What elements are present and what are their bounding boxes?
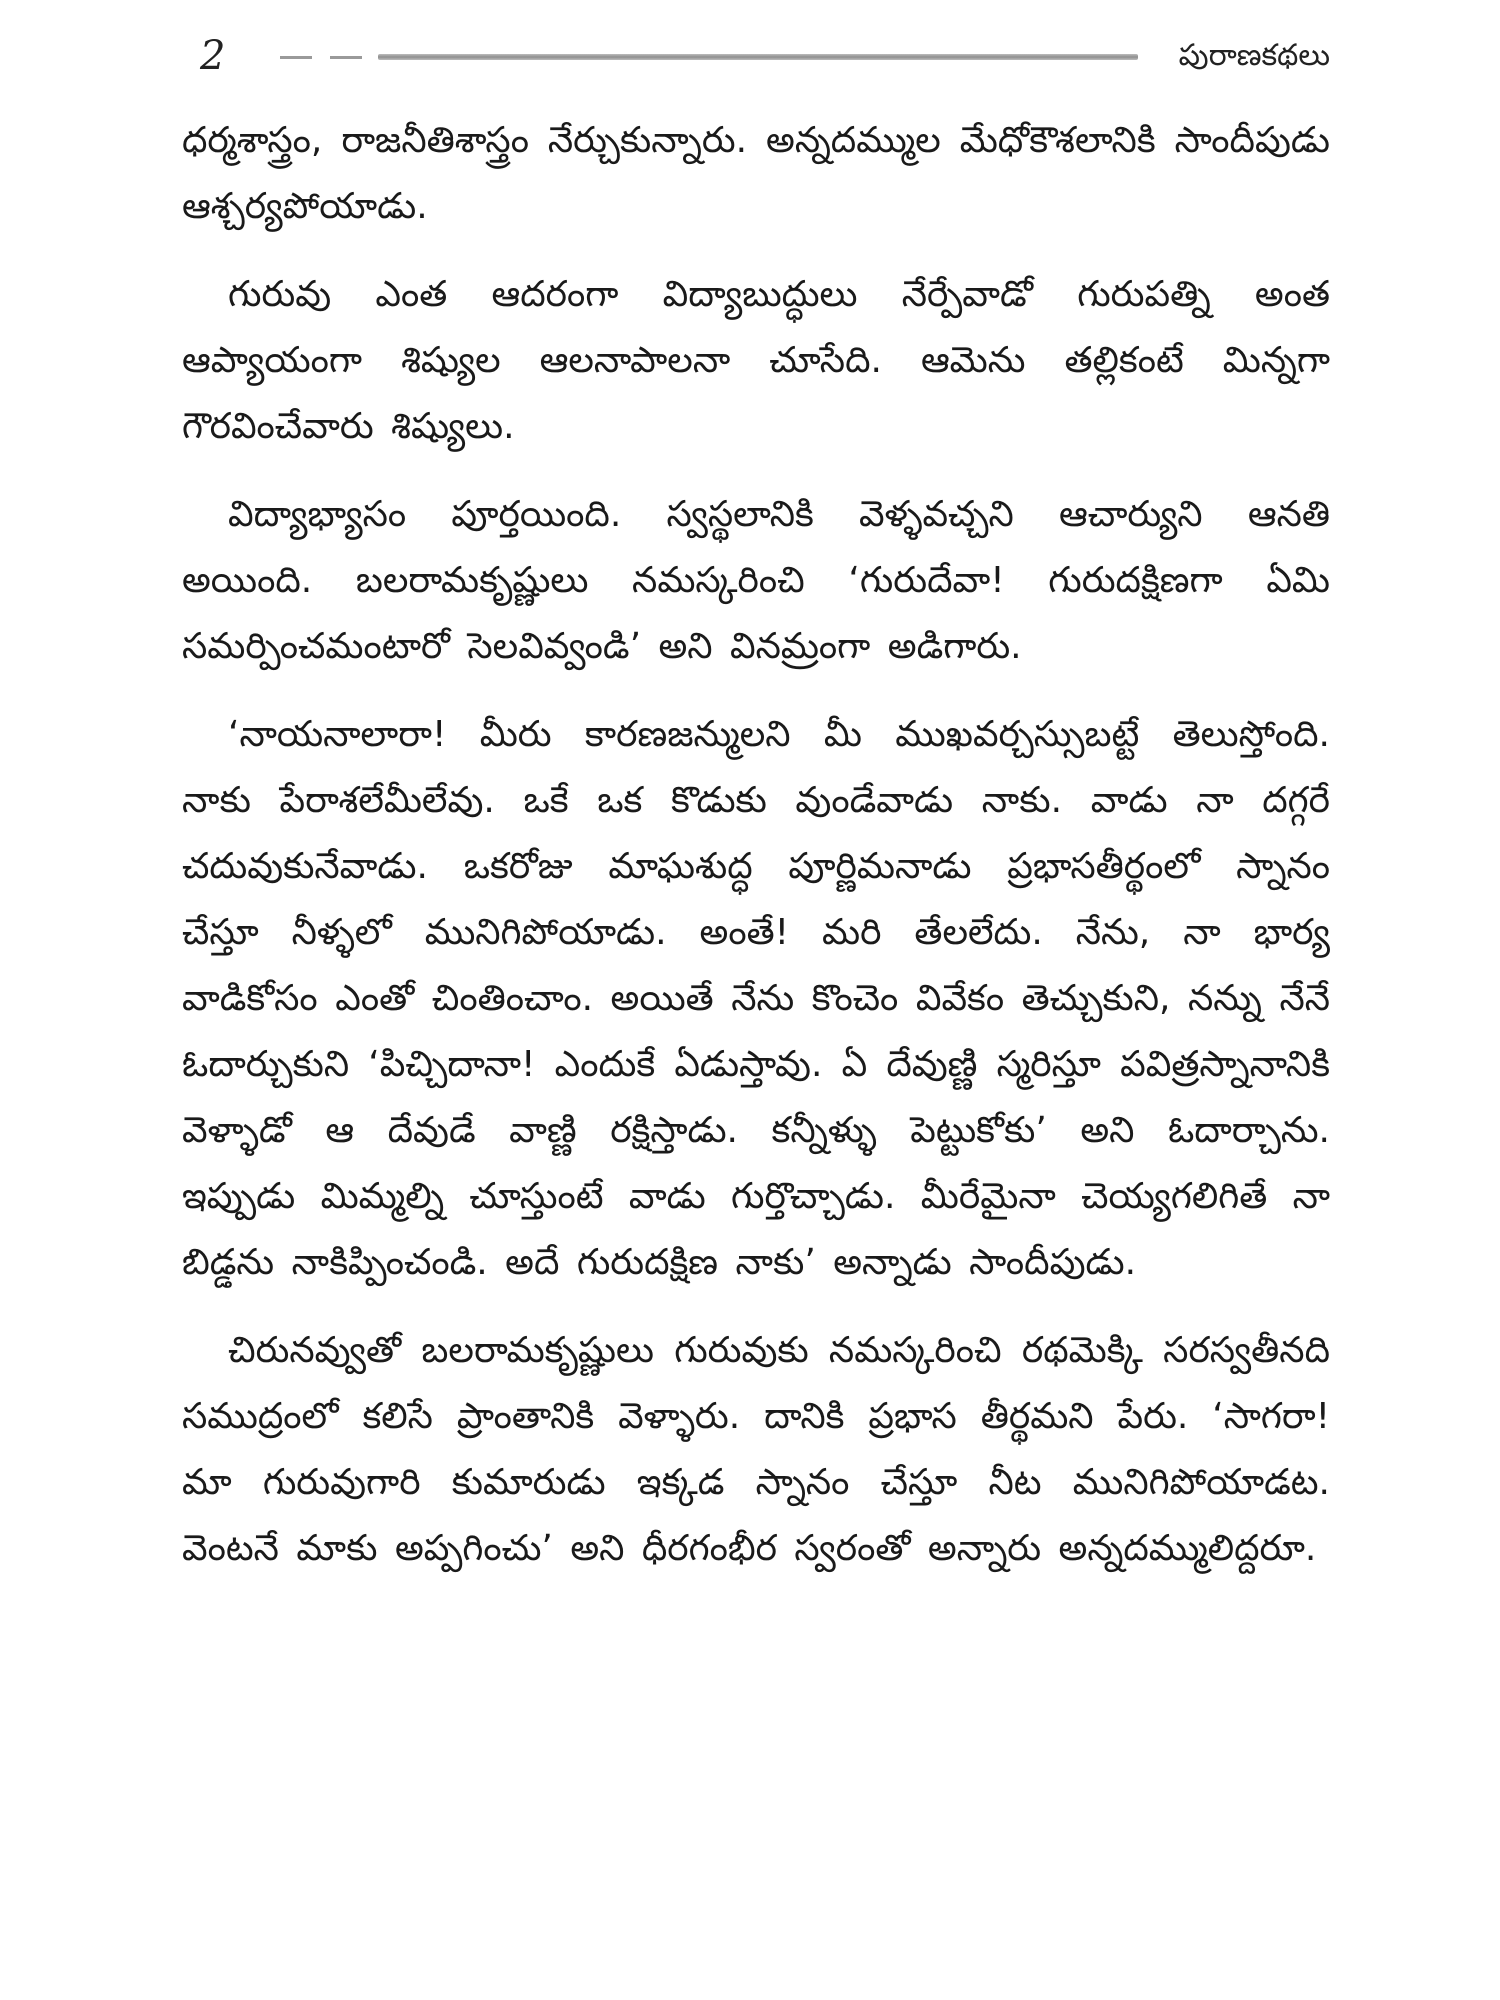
header-rule-dash (330, 56, 362, 59)
page-header (200, 28, 1330, 88)
header-rule-dash (280, 56, 312, 59)
running-title: పురాణకథలు (1178, 38, 1330, 73)
body-text (182, 108, 1330, 1604)
paragraph: చిరునవ్వుతో బలరామకృష్ణులు గురువుకు నమస్కరించి రథమెక్కి సరస్వతీనది సముద్రంలో కలిసే ప్రాంతానికి వెళ్ళారు. దానికి ప్రభాస తీర్థమని పేరు. ‘సాగరా! మా గురువుగారి కుమారుడు ఇక్కడ స్నానం చేస్తూ నీట మునిగిపోయాడట. వెంటనే మాకు అప్పగించు’ అని ధీరగంభీర స్వరంతో అన్నారు అన్నదమ్ములిద్దరూ. (182, 1330, 1330, 1569)
page-number: 2 (200, 33, 226, 79)
paragraph: గురువు ఎంత ఆదరంగా విద్యాబుద్ధులు నేర్పేవాడో గురుపత్ని అంత ఆప్యాయంగా శిష్యుల ఆలనాపాలనా చూసేది. ఆమెను తల్లికంటే మిన్నగా గౌరవించేవారు శిష్యులు. (182, 274, 1330, 447)
paragraph: విద్యాభ్యాసం పూర్తయింది. స్వస్థలానికి వెళ్ళవచ్చని ఆచార్యుని ఆనతి అయింది. బలరామకృష్ణులు నమస్కరించి ‘గురుదేవా! గురుదక్షిణగా ఏమి సమర్పించమంటారో సెలవివ్వండి’ అని వినమ్రంగా అడిగారు. (182, 494, 1330, 667)
paragraph: ‘నాయనాలారా! మీరు కారణజన్ములని మీ ముఖవర్చస్సుబట్టే తెలుస్తోంది. నాకు పేరాశలేమీలేవు. ఒకే ఒక కొడుకు వుండేవాడు నాకు. వాడు నా దగ్గరే చదువుకునేవాడు. ఒకరోజు మాఘశుద్ధ పూర్ణిమనాడు ప్రభాసతీర్థంలో స్నానం చేస్తూ నీళ్ళలో మునిగిపోయాడు. అంతే! మరి తేలలేదు. నేను, నా భార్య వాడికోసం ఎంతో చింతించాం. అయితే నేను కొంచెం వివేకం తెచ్చుకుని, నన్ను నేనే ఓదార్చుకుని ‘పిచ్చిదానా! ఎందుకే ఏడుస్తావు. ఏ దేవుణ్ణి స్మరిస్తూ పవిత్రస్నానానికి వెళ్ళాడో ఆ దేవుడే వాణ్ణి రక్షిస్తాడు. కన్నీళ్ళు పెట్టుకోకు’ అని ఓదార్చాను. ఇప్పుడు మిమ్మల్ని చూస్తుంటే వాడు గుర్తొచ్చాడు. మీరేమైనా చెయ్యగలిగితే నా బిడ్డను నాకిప్పించండి. అదే గురుదక్షిణ నాకు’ అన్నాడు సాందీపుడు. (182, 714, 1330, 1283)
paragraph: ధర్మశాస్త్రం, రాజనీతిశాస్త్రం నేర్చుకున్నారు. అన్నదమ్ముల మేధోకౌశలానికి సాందీపుడు ఆశ్చర్యపోయాడు. (182, 120, 1330, 227)
header-rule (378, 54, 1138, 60)
